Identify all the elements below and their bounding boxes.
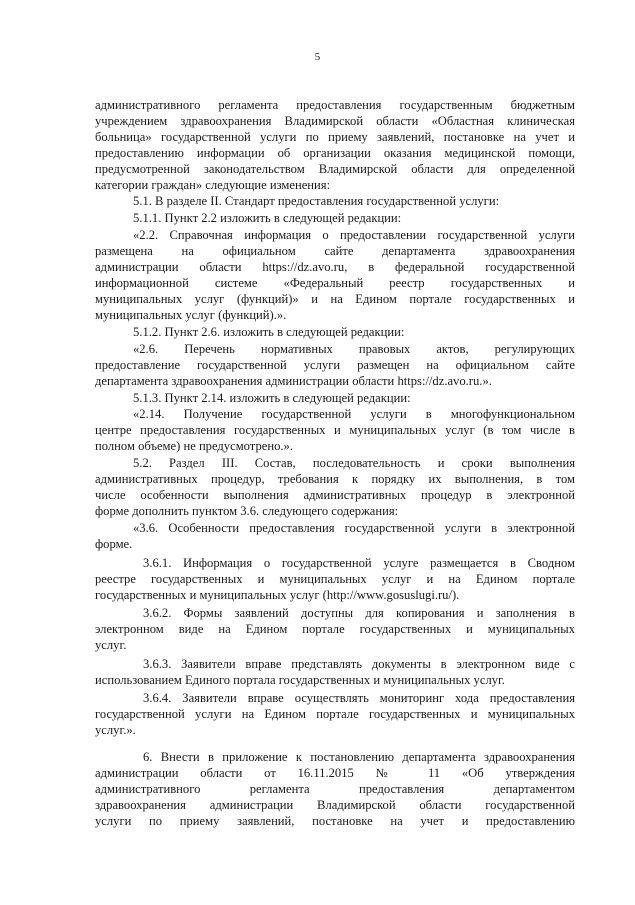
- text-line: «2.6. Перечень нормативных правовых актов, регулирующих: [133, 342, 575, 356]
- text-line: 5.1.2. Пункт 2.6. изложить в следующей редакции:: [133, 325, 405, 339]
- text-line: 3.6.1. Информация о государственной услуге размещается в Сводном: [143, 556, 575, 570]
- text-line: «2.2. Справочная информация о предоставлении государственной услуги: [133, 228, 575, 242]
- text-line: администрации области от 16.11.2015 № 11 «Об утверждения: [95, 766, 575, 780]
- text-line: центре предоставления государственных и муниципальных услуг (в том числе в: [95, 423, 575, 437]
- text-line: услуги по приему заявлений, постановке на учет и предоставлению: [95, 814, 575, 828]
- text-line: административного регламента предоставления государственным бюджетным: [95, 98, 575, 112]
- text-line: «3.6. Особенности предоставления государственной услуги в электронной: [133, 521, 575, 535]
- text-line: административных процедур, требования к порядку их выполнения, в том: [95, 472, 575, 486]
- text-line: здравоохранения администрации Владимирской области государственной: [95, 798, 575, 812]
- text-line: форме.: [95, 537, 133, 551]
- text-line: числе особенности выполнения административных процедур в электронной: [95, 488, 575, 502]
- text-line: муниципальных услуг (функций)» и на Едином портале государственных и: [95, 292, 575, 306]
- text-line: услуг.».: [95, 723, 136, 737]
- text-line: электронном виде на Едином портале государственных и муниципальных: [95, 622, 575, 636]
- text-line: 5.1. В разделе II. Стандарт предоставления государственной услуги:: [133, 194, 500, 208]
- text-line: муниципальных услуг (функций).».: [95, 308, 287, 322]
- text-line: предоставлению информации об организации оказания медицинской помощи,: [95, 146, 575, 160]
- text-line: предоставление государственной услуги размещен на официальном сайте: [95, 358, 575, 372]
- text-line: предусмотренной законодательством Владимирской области для определенной: [95, 162, 575, 176]
- page-number: 5: [314, 51, 321, 63]
- text-line: государственной услуги на Едином портале государственных и муниципальных: [95, 707, 575, 721]
- text-line: 3.6.3. Заявители вправе представлять документы в электронном виде с: [143, 657, 575, 671]
- text-line: использованием Единого портала государственных и муниципальных услуг.: [95, 673, 505, 687]
- text-line: учреждением здравоохранения Владимирской области «Областная клиническая: [95, 114, 575, 128]
- text-line: форме дополнить пунктом 3.6. следующего содержания:: [95, 504, 399, 518]
- text-line: полном объеме) не предусмотрено.».: [95, 439, 293, 453]
- text-line: 5.2. Раздел III. Состав, последовательность и сроки выполнения: [133, 456, 575, 470]
- text-line: 5.1.3. Пункт 2.14. изложить в следующей редакции:: [133, 391, 411, 405]
- text-line: информационной системе «Федеральный реестр государственных и: [95, 276, 575, 290]
- text-line: государственных и муниципальных услуг (http://www.gosuslugi.ru/).: [95, 588, 460, 602]
- text-line: «2.14. Получение государственной услуги в многофункциональном: [133, 407, 575, 421]
- text-line: 5.1.1. Пункт 2.2 изложить в следующей редакции:: [133, 211, 402, 225]
- text-line: услуг.: [95, 638, 127, 652]
- text-line: больница» государственной услуги по приему заявлений, постановке на учет и: [95, 130, 575, 144]
- text-line: 3.6.2. Формы заявлений доступны для копирования и заполнения в: [143, 606, 575, 620]
- text-line: 3.6.4. Заявители вправе осуществлять мониторинг хода предоставления: [143, 691, 575, 705]
- text-line: департамента здравоохранения администрации области https://dz.avo.ru.».: [95, 374, 492, 388]
- text-line: категории граждан» следующие изменения:: [95, 178, 331, 192]
- text-line: административного регламента предоставления департаментом: [95, 782, 575, 796]
- text-line: реестре государственных и муниципальных услуг и на Едином портале: [95, 572, 575, 586]
- text-line: 6. Внести в приложение к постановлению департамента здравоохранения: [143, 750, 575, 764]
- text-line: размещена на официальном сайте департамента здравоохранения: [95, 244, 575, 258]
- text-line: администрации области https://dz.avo.ru, в федеральной государственной: [95, 260, 575, 274]
